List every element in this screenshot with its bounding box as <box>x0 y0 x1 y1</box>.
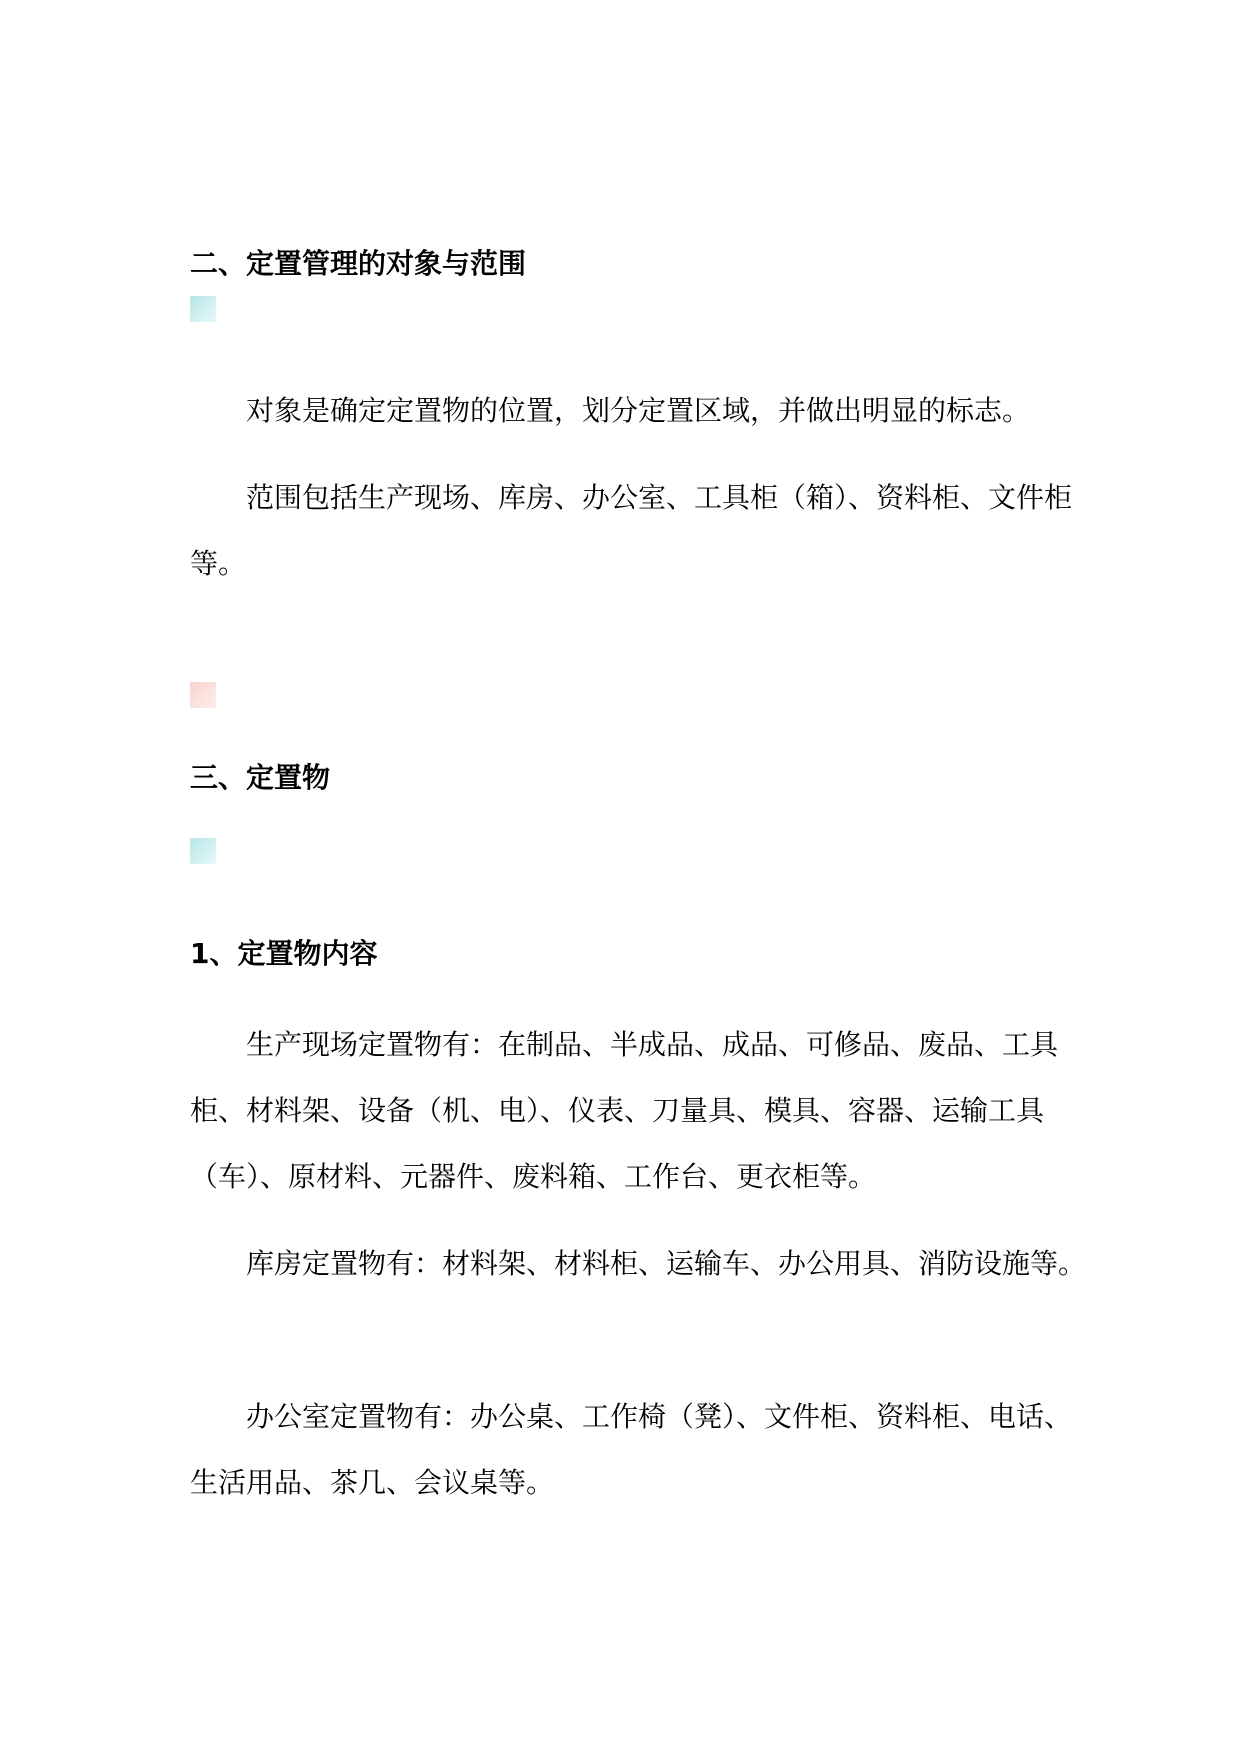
subsection-1-heading: 1、定置物内容 <box>190 937 378 970</box>
office-paragraph: 办公室定置物有：办公桌、工作椅（凳）、文件柜、资料柜、电话、生活用品、茶几、会议桌等。 <box>190 1400 1073 1499</box>
section-2-heading: 二、定置管理的对象与范围 <box>190 247 527 280</box>
teal-marker-decoration <box>190 296 216 322</box>
section-3-heading: 三、定置物 <box>190 761 331 794</box>
object-paragraph: 对象是确定定置物的位置，划分定置区域，并做出明显的标志。 <box>246 394 1031 427</box>
teal-marker-decoration <box>190 838 216 864</box>
pink-marker-decoration <box>190 682 216 708</box>
warehouse-paragraph: 库房定置物有：材料架、材料柜、运输车、办公用具、消防设施等。 <box>246 1247 1087 1280</box>
production-site-paragraph: 生产现场定置物有：在制品、半成品、成品、可修品、废品、工具柜、材料架、设备（机、电）、仪表、刀量具、模具、容器、运输工具（车）、原材料、元器件、废料箱、工作台、更衣柜等。 <box>190 1028 1059 1193</box>
scope-paragraph: 范围包括生产现场、库房、办公室、工具柜（箱）、资料柜、文件柜等。 <box>190 481 1073 580</box>
